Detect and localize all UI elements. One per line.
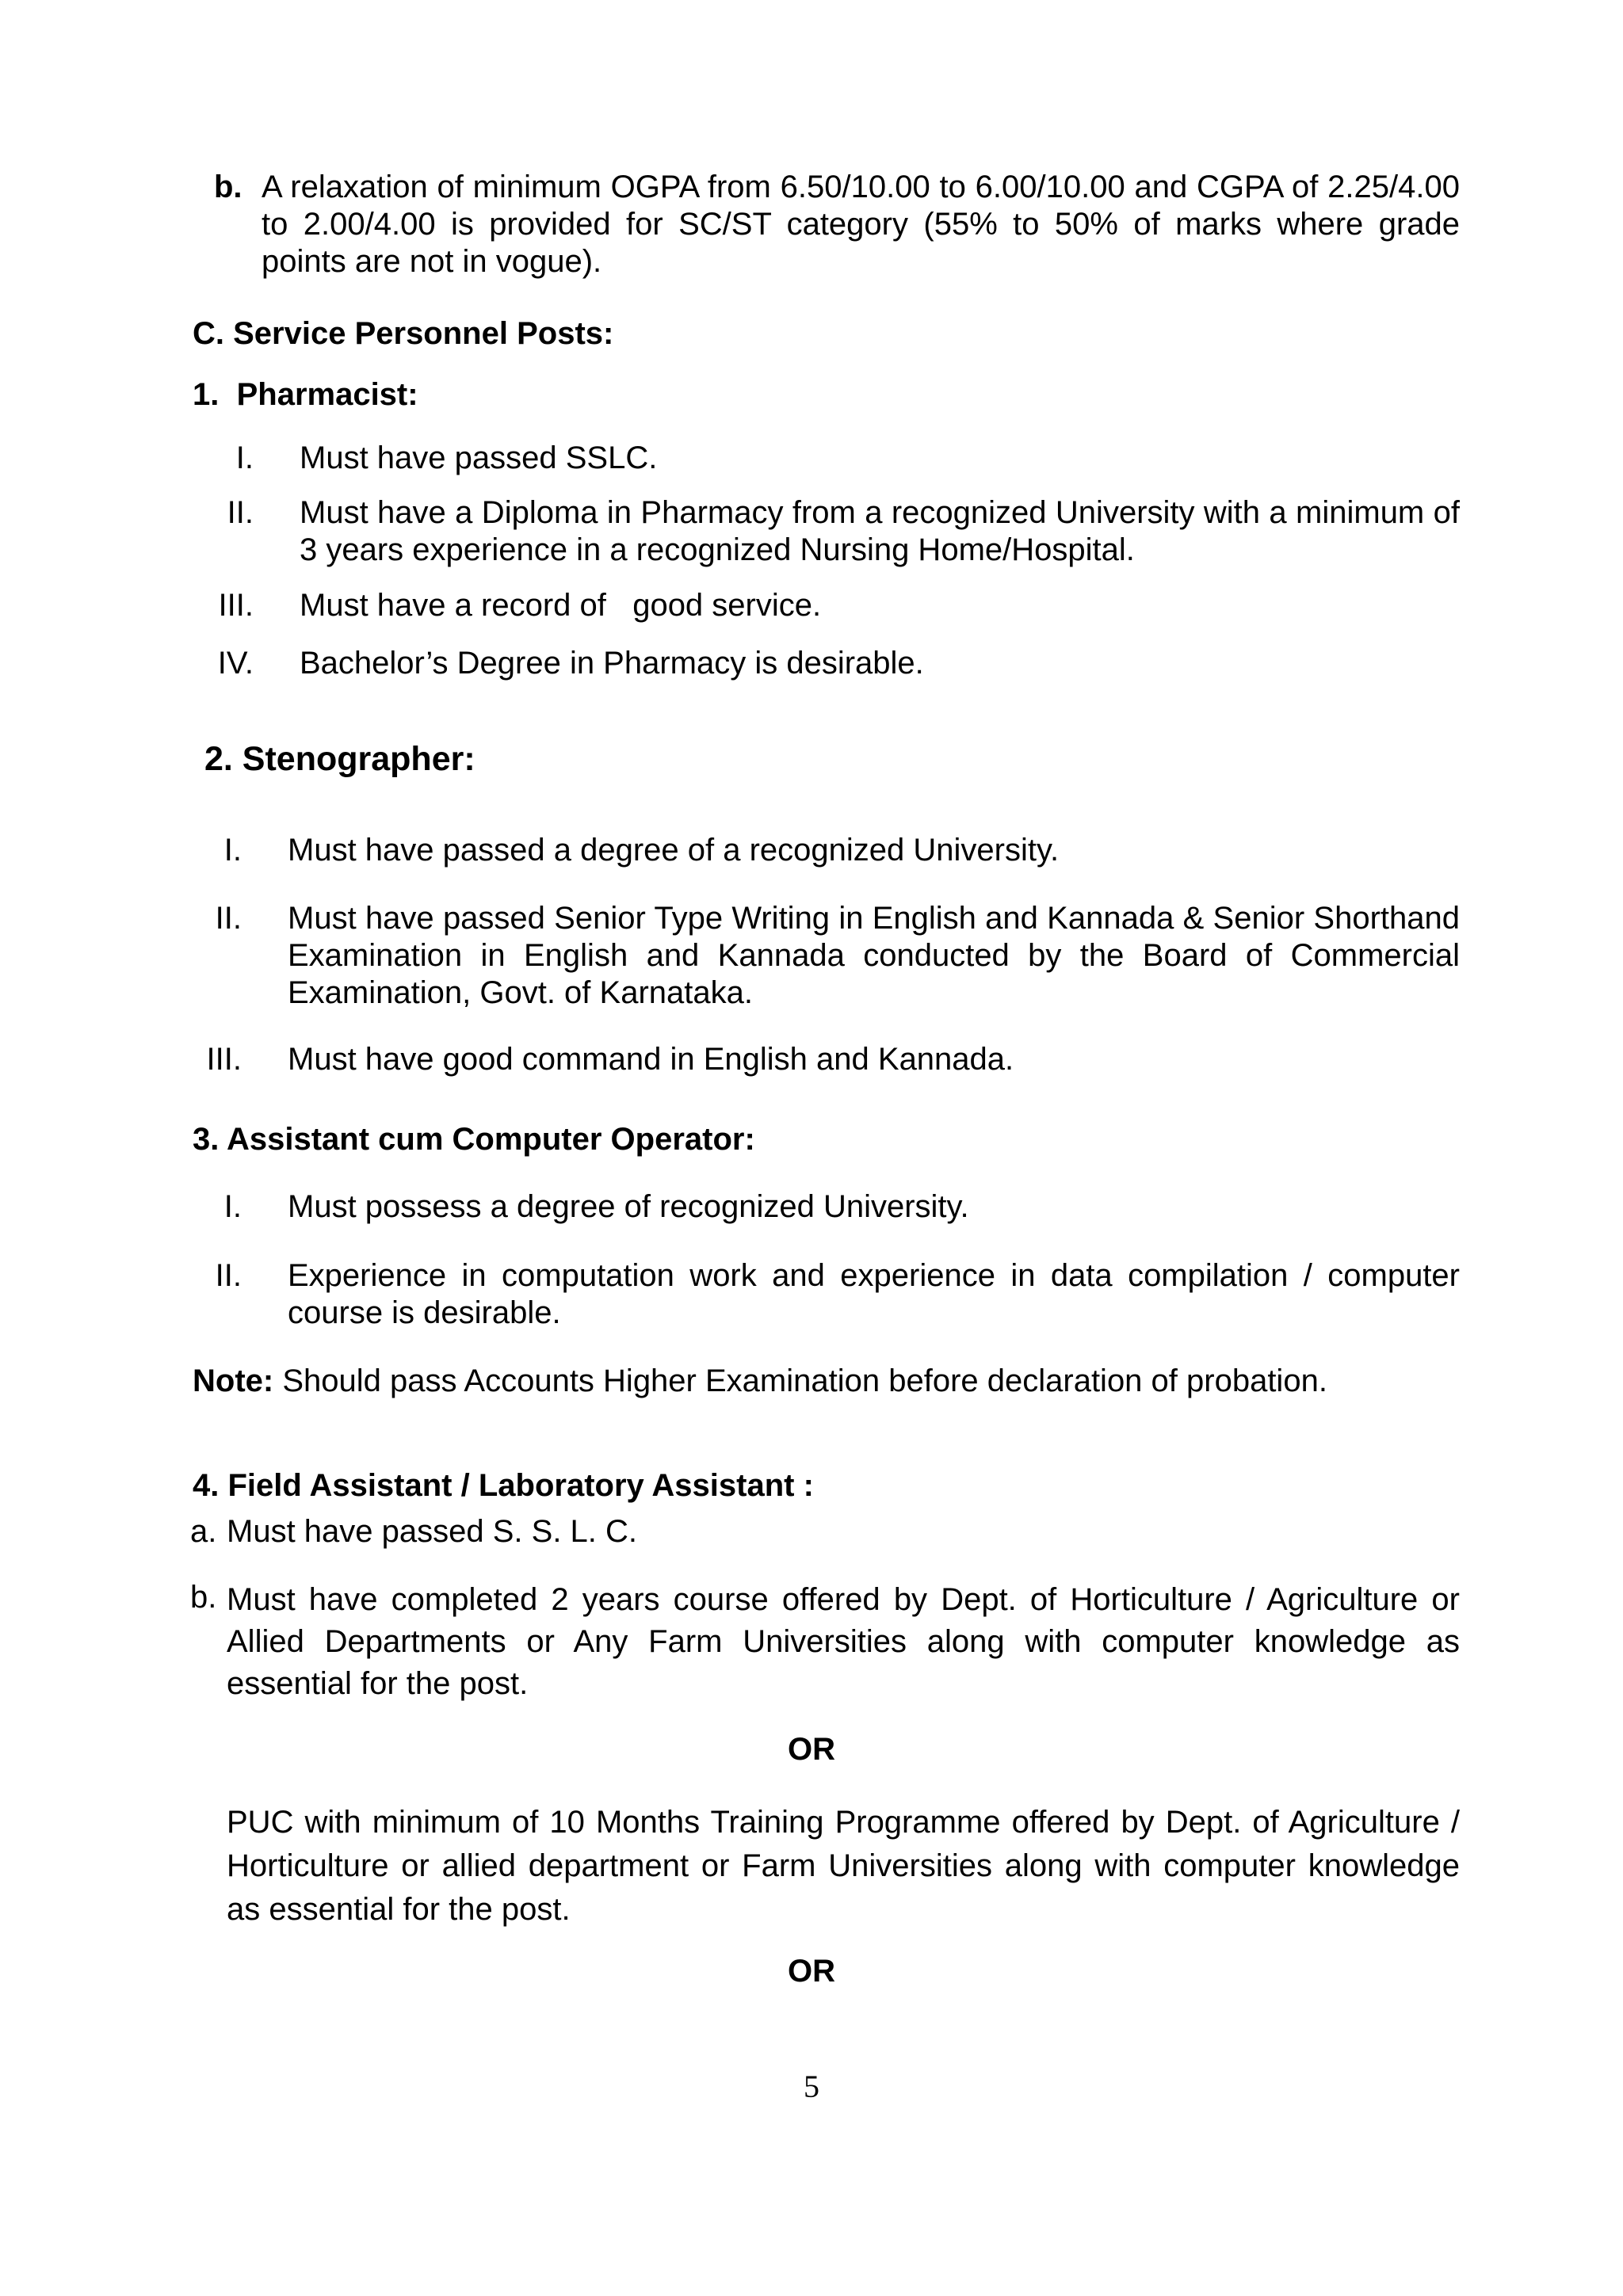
note-label: Note:	[193, 1363, 274, 1398]
assistant-item-1-marker: I.	[223, 1189, 242, 1224]
assistant-heading: 3. Assistant cum Computer Operator:	[193, 1122, 755, 1157]
field-assistant-heading: 4. Field Assistant / Laboratory Assistant :	[193, 1468, 814, 1503]
pharmacist-item-1-marker: I.	[235, 441, 254, 475]
pharmacist-item-2-marker: II.	[227, 495, 254, 530]
note-text: Should pass Accounts Higher Examination before declaration of probation.	[273, 1363, 1327, 1398]
stenographer-heading: 2. Stenographer:	[204, 740, 475, 778]
pharmacist-item-4-text: Bachelor’s Degree in Pharmacy is desirable.	[300, 646, 924, 681]
or-separator-1: OR	[788, 1732, 835, 1767]
section-c-heading: C. Service Personnel Posts:	[193, 316, 614, 351]
field-item-a-marker: a.	[190, 1514, 217, 1549]
field-item-b-marker: b.	[190, 1580, 217, 1615]
item-b-marker: b.	[214, 170, 242, 204]
stenographer-item-3-text: Must have good command in English and Kannada.	[288, 1042, 1014, 1077]
stenographer-item-3-marker: III.	[206, 1042, 242, 1077]
field-item-b-text: Must have completed 2 years course offered by Dept. of Horticulture / Agriculture or Allied Departments or Any Farm Universities along with computer knowledge as essential for the post.	[227, 1582, 1460, 1701]
pharmacist-item-2-text: Must have a Diploma in Pharmacy from a recognized University with a minimum of 3 years experience in a recognized Nursing Home/Hospital.	[300, 495, 1460, 567]
pharmacist-heading: 1. Pharmacist:	[193, 377, 418, 412]
assistant-item-2-marker: II.	[215, 1258, 242, 1293]
assistant-item-1-text: Must possess a degree of recognized University.	[288, 1189, 969, 1224]
item-b-text: A relaxation of minimum OGPA from 6.50/10.00 to 6.00/10.00 and CGPA of 2.25/4.00 to 2.00/4.00 is provided for SC/ST category (55% to 50% of marks where grade points are not in vogue).	[262, 170, 1460, 279]
assistant-item-2-text: Experience in computation work and experience in data compilation / computer course is desirable.	[288, 1258, 1460, 1330]
puc-alternative-text: PUC with minimum of 10 Months Training Programme offered by Dept. of Agriculture / Horticulture or allied department or Farm Universities along with computer knowledge as essential for the post.	[227, 1805, 1460, 1927]
page-number: 5	[804, 2069, 819, 2104]
stenographer-item-2-text: Must have passed Senior Type Writing in English and Kannada & Senior Shorthand Examination in English and Kannada conducted by the Board of Commercial Examination, Govt. of Karnataka.	[288, 901, 1460, 1010]
pharmacist-item-4-marker: IV.	[217, 646, 254, 681]
stenographer-item-2-marker: II.	[215, 901, 242, 936]
field-item-a-text: Must have passed S. S. L. C.	[227, 1514, 638, 1549]
or-separator-2: OR	[788, 1954, 835, 1989]
pharmacist-item-3-text: Must have a record of good service.	[300, 588, 822, 623]
note-paragraph	[193, 1363, 1461, 1400]
pharmacist-item-3-marker: III.	[218, 588, 254, 623]
stenographer-item-1-text: Must have passed a degree of a recognized University.	[288, 833, 1060, 868]
pharmacist-item-1-text: Must have passed SSLC.	[300, 441, 658, 475]
stenographer-item-1-marker: I.	[223, 833, 242, 868]
